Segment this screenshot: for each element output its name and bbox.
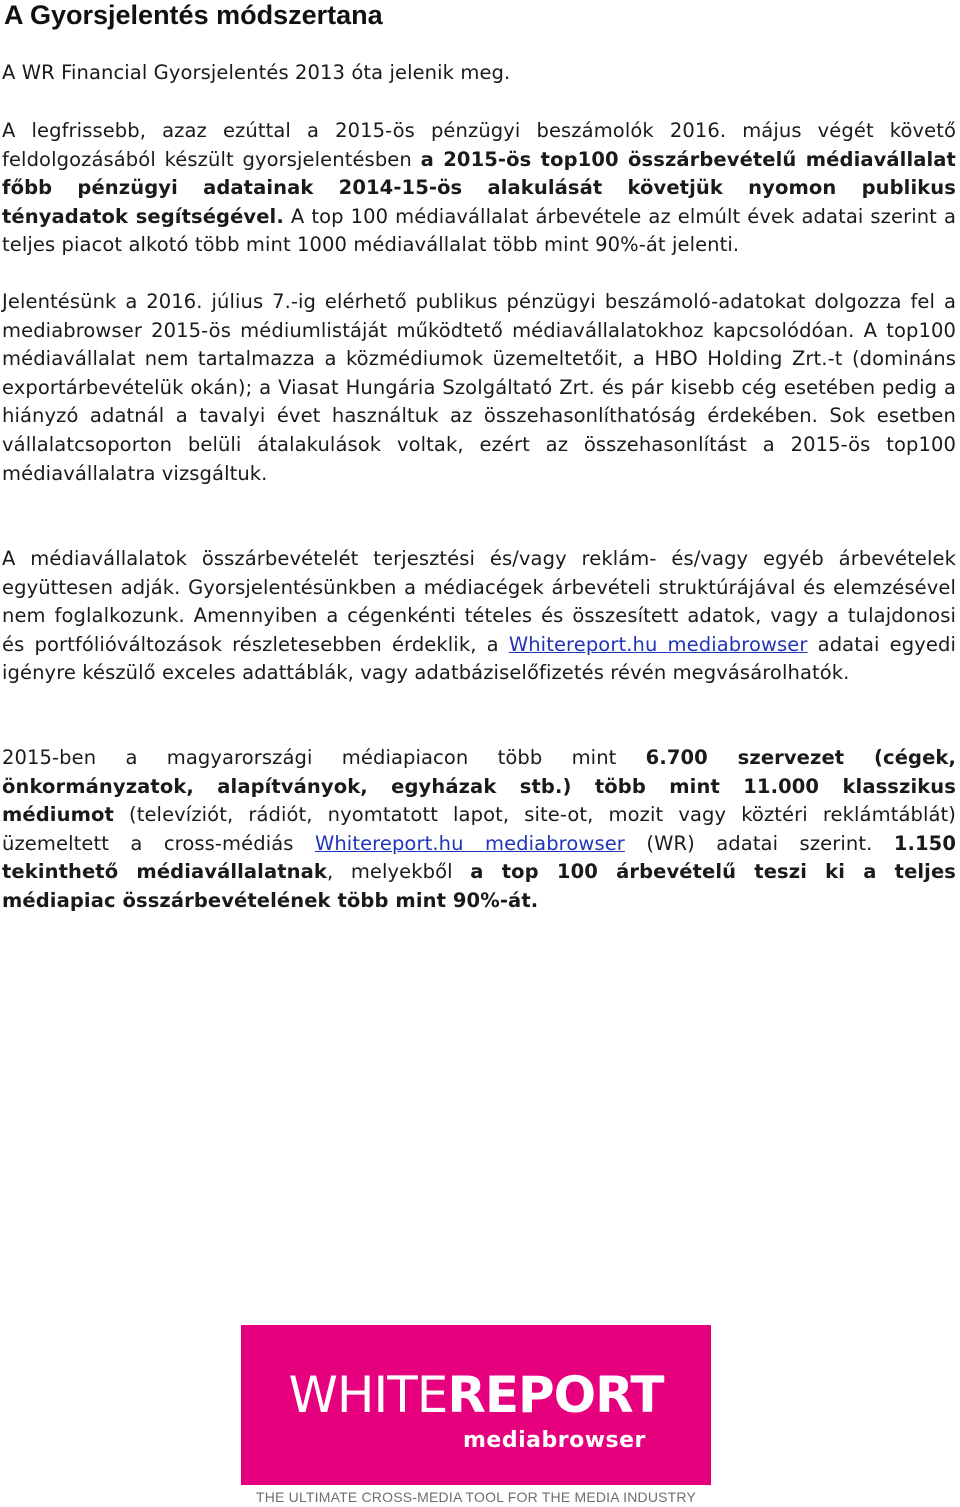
market-text-part: , melyekből [326,860,471,884]
market-paragraph [2,744,956,916]
revenue-text-part: A médiavállalatok összárbevételét terjesztési és/vagy reklám- és/vagy egyéb árbevételek együttesen adják. Gyorsjelentésünkben a médiacégek árbevételi struktúrájával és elemzésével nem foglalkozunk. Amennyiben a cégenkénti tételes és összesített adatok, vagy a tulajdonosi és portfólióváltozások részletesebben érdeklik, a [2,547,956,656]
market-text [2,744,956,916]
intro-paragraph [2,59,956,88]
logo-subtitle: mediabrowser [463,1428,646,1453]
summary-bold-text: a 2015-ös top100 összárbevételű médiavállalat főbb pénzügyi adatainak 2014-15-ös alakulását követjük nyomon publikus tényadatok segítségével. [2,147,956,228]
market-text-part: 2015-ben a magyarországi médiapiacon több mint [2,746,646,769]
methodology-paragraph [2,288,956,488]
intro-text: A WR Financial Gyorsjelentés 2013 óta jelenik meg. [2,61,511,84]
logo-word-white: WHITE [288,1366,448,1424]
market-text-part: (WR) adatai szerint. [624,831,894,855]
summary-text-part: A legfrissebb, azaz ezúttal a 2015-ös pénzügyi beszámolók 2016. május végét követő feldolgozásából készült gyorsjelentésben [2,119,956,171]
whitereport-logo [241,1325,711,1485]
market-bold-text: 1.150 tekinthető médiavállalatnak [2,831,956,884]
market-text-part: (televíziót, rádiót, nyomtatott lapot, site-ot, mozit vagy köztéri reklámtáblát) üzemeltett a cross-médiás [2,803,956,855]
summary-text-part: A top 100 médiavállalat árbevétele az elmúlt évek adatai szerint a teljes piacot alkotó több mint 1000 médiavállalat több mint 90%-át jelenti. [2,204,956,257]
summary-text [2,117,956,260]
market-bold-text: a top 100 árbevételű teszi ki a teljes médiapiac összárbevételének több mint 90%-át [2,860,956,912]
logo-wordmark [241,1367,711,1423]
whitereport-link[interactable]: Whitereport.hu mediabrowser [314,831,625,855]
revenue-text [2,545,956,688]
revenue-text-part: adatai egyedi igényre készülő exceles adattáblák, vagy adatbáziselőfizetés révén megvásárolhatók. [2,632,956,685]
logo-word-report: REPORT [447,1366,664,1424]
whitereport-link[interactable]: Whitereport.hu mediabrowser [508,632,808,656]
market-bold-text: 6.700 szervezet (cégek, önkormányzatok, alapítványok, egyházak stb.) több mint 11.000 klasszikus médiumot [2,746,956,827]
market-bold-text: . [530,888,539,912]
logo-tagline: THE ULTIMATE CROSS-MEDIA TOOL FOR THE MEDIA INDUSTRY [255,1489,697,1505]
methodology-text: Jelentésünk a 2016. július 7.-ig elérhető publikus pénzügyi beszámoló-adatokat dolgozza fel a mediabrowser 2015-ös médiumlistáját működtető médiavállalatokhoz kapcsolódóan. A top100 médiavállalat nem tartalmazza a közmédiumok üzemeltetőit, a HBO Holding Zrt.-t (domináns exportárbevételük okán); a Viasat Hungária Szolgáltató Zrt. és pár kisebb cég esetében pedig a hiányzó adatnál a tavalyi évet használtuk az összehasonlíthatóság érdekében. Sok esetben vállalatcsoporton belüli átalakulások voltak, ezért az összehasonlítást a 2015-ös top100 médiavállalatra vizsgáltuk. [2,290,956,485]
page-title: A Gyorsjelentés módszertana [4,0,383,30]
revenue-paragraph [2,545,956,688]
summary-paragraph [2,117,956,260]
